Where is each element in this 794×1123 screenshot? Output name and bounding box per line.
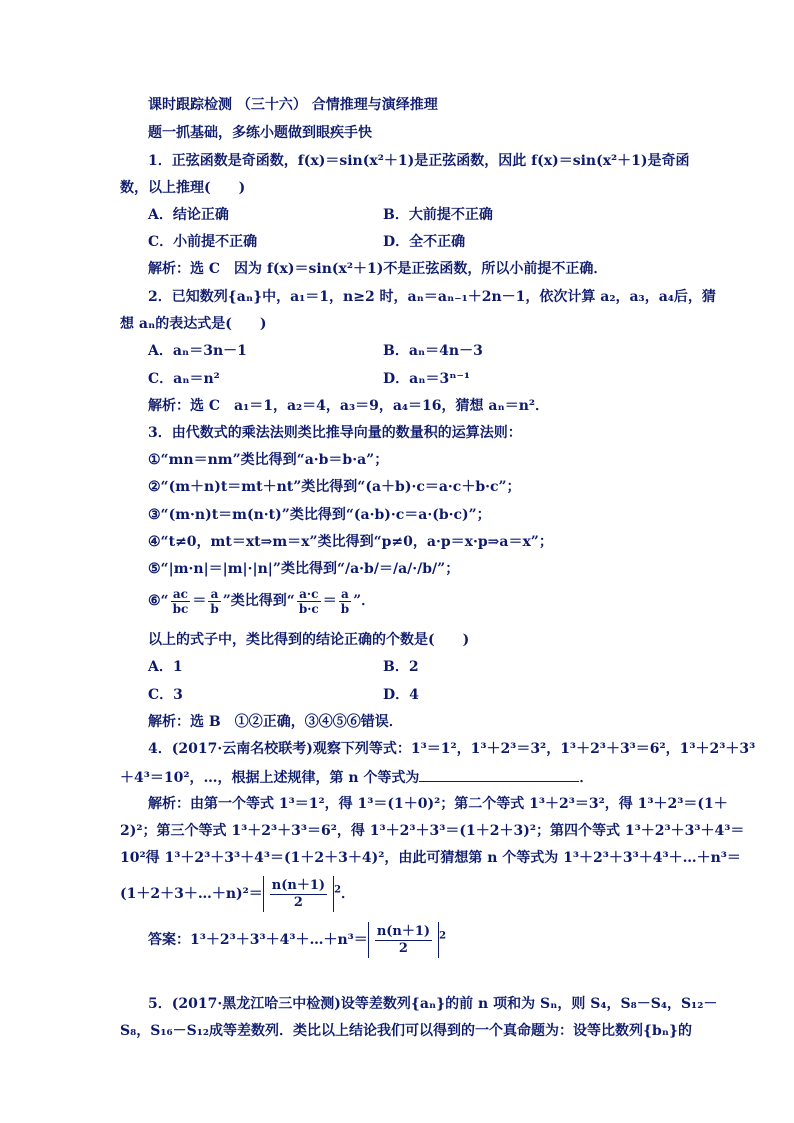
fraction-numerator: n(n＋1) [376,923,431,939]
q3-answer: 解析：选 B ①②正确，③④⑤⑥错误． [148,714,403,730]
q3-item-3: ③“(m·n)t＝m(n·t)”类比得到“(a·b)·c＝a·(b·c)”； [148,507,491,523]
q1-option-c: C．小前提不正确 [148,234,258,250]
q1-option-b: B．大前提不正确 [383,207,493,223]
q3-item-2: ②“(m＋n)t＝mt＋nt”类比得到“(a＋b)·c＝a·c＋b·c”； [148,479,521,495]
fraction-denominator: 2 [293,894,303,910]
q3-item-6-prefix: ⑥“ [148,593,169,609]
q4-solution-line4 [120,876,355,912]
q4-stem-line2 [120,767,593,787]
q4-stem-line2-text: ＋4³＝10²，…，根据上述规律，第 n 个等式为 [120,770,420,786]
fraction-a-b [208,587,220,616]
q2-option-d: D．aₙ＝3ⁿ⁻¹ [383,371,471,387]
q4-solution-line4-end: ． [341,886,356,902]
bracket-expression [368,922,439,958]
q3-item-5: ⑤“|m·n|＝|m|·|n|”类比得到“/a·b/＝/a/·/b/”； [148,561,460,577]
q3-item-4: ④“t≠0，mt＝xt⇒m＝x”类比得到“p≠0，a·p＝x·p⇒a＝x”； [148,534,553,550]
fraction-numerator: a [208,587,220,602]
equals-sign: ＝ [192,593,207,609]
q3-option-c: C．3 [148,687,183,703]
square-exponent: 2 [334,884,342,896]
q4-solution-line3: 10²得 1³＋2³＋3³＋4³＝(1＋2＋3＋4)²，由此可猜想第 n 个等式为 1³＋2³＋3³＋4³＋…＋n³＝ [120,850,741,866]
fraction-numerator: a [339,587,351,602]
q4-solution-line2: 2)²；第三个等式 1³＋2³＋3³＝6²，得 1³＋2³＋3³＝(1＋2＋3)²；第四个等式 1³＋2³＋3³＋4³＝ [120,823,745,839]
q1-answer: 解析：选 C 因为 f(x)＝sin(x²＋1)不是正弦函数，所以小前提不正确． [148,261,608,277]
fraction-n-n-plus-1-over-2 [270,878,327,911]
q3-item-1: ①“mn＝nm”类比得到“a·b＝b·a”； [148,452,389,468]
fraction-numerator: a·c [297,587,321,602]
page-title: 课时跟踪检测 （三十六） 合情推理与演绎推理 [148,97,438,113]
q1-stem-line2: 数，以上推理( ) [120,180,246,196]
q3-item-6-suffix: ”． [353,593,376,609]
q3-option-d: D．4 [383,687,419,703]
q3-option-a: A．1 [148,659,183,675]
q5-stem-line1: 5．(2017·黑龙江哈三中检测)设等差数列{aₙ}的前 n 项和为 Sₙ，则 S₄，S₈－S₄，S₁₂－ [148,996,718,1012]
fraction-a-dot-c-over-b-dot-c [297,587,321,616]
fraction-denominator: bc [172,601,189,616]
q1-option-a: A．结论正确 [148,207,229,223]
q3-item-6-middle: ”类比得到“ [222,593,295,609]
q2-stem-line2: 想 aₙ的表达式是( ) [120,316,267,332]
q2-stem-line1: 2．已知数列{aₙ}中，a₁＝1，n≥2 时，aₙ＝aₙ₋₁＋2n－1，依次计算 a₂，a₃，a₄后，猜 [148,289,716,305]
fraction-n-n-plus-1-over-2 [375,924,432,957]
fraction-denominator: b·c [298,601,319,616]
q1-stem-line1: 1．正弦函数是奇函数，f(x)＝sin(x²＋1)是正弦函数，因此 f(x)＝sin(x²＋1)是奇函 [148,153,690,169]
q4-stem-line2-end: ． [579,770,594,786]
q4-answer-text: 答案：1³＋2³＋3³＋4³＋…＋n³＝ [148,932,368,948]
q4-solution-line1: 解析：由第一个等式 1³＝1²，得 1³＝(1＋0)²；第二个等式 1³＋2³＝3²，得 1³＋2³＝(1＋ [148,796,728,812]
q2-option-c: C．aₙ＝n² [148,371,220,387]
q2-answer: 解析：选 C a₁＝1，a₂＝4，a₃＝9，a₄＝16，猜想 aₙ＝n²． [148,398,550,414]
bracket-expression [263,876,334,912]
q5-stem-line2: S₈，S₁₆－S₁₂成等差数列．类比以上结论我们可以得到的一个真命题为：设等比数列{bₙ}的 [120,1023,693,1039]
q2-option-b: B．aₙ＝4n－3 [383,343,483,359]
section-subtitle: 题一抓基础，多练小题做到眼疾手快 [148,125,372,141]
equals-sign: ＝ [322,593,337,609]
fraction-ac-bc [171,587,191,616]
q4-solution-line4-text: (1＋2＋3＋…＋n)²＝ [120,886,263,902]
fraction-denominator: 2 [398,940,408,956]
q3-stem: 3．由代数式的乘法法则类比推导向量的数量积的运算法则： [148,425,522,441]
fraction-denominator: b [210,601,219,616]
square-exponent: 2 [439,930,447,942]
q3-option-b: B．2 [383,659,419,675]
q4-answer [148,922,446,958]
q3-question: 以上的式子中，类比得到的结论正确的个数是( ) [148,632,470,648]
answer-blank [419,767,579,782]
fraction-a-over-b [339,587,351,616]
q2-option-a: A．aₙ＝3n－1 [148,343,247,359]
fraction-numerator: ac [171,587,191,602]
q1-option-d: D．全不正确 [383,234,466,250]
fraction-denominator: b [340,601,350,616]
q3-item-6 [148,586,375,616]
fraction-numerator: n(n＋1) [271,877,326,893]
q4-stem-line1: 4．(2017·云南名校联考)观察下列等式：1³＝1²，1³＋2³＝3²，1³＋2³＋3³＝6²，1³＋2³＋3³ [148,741,756,757]
